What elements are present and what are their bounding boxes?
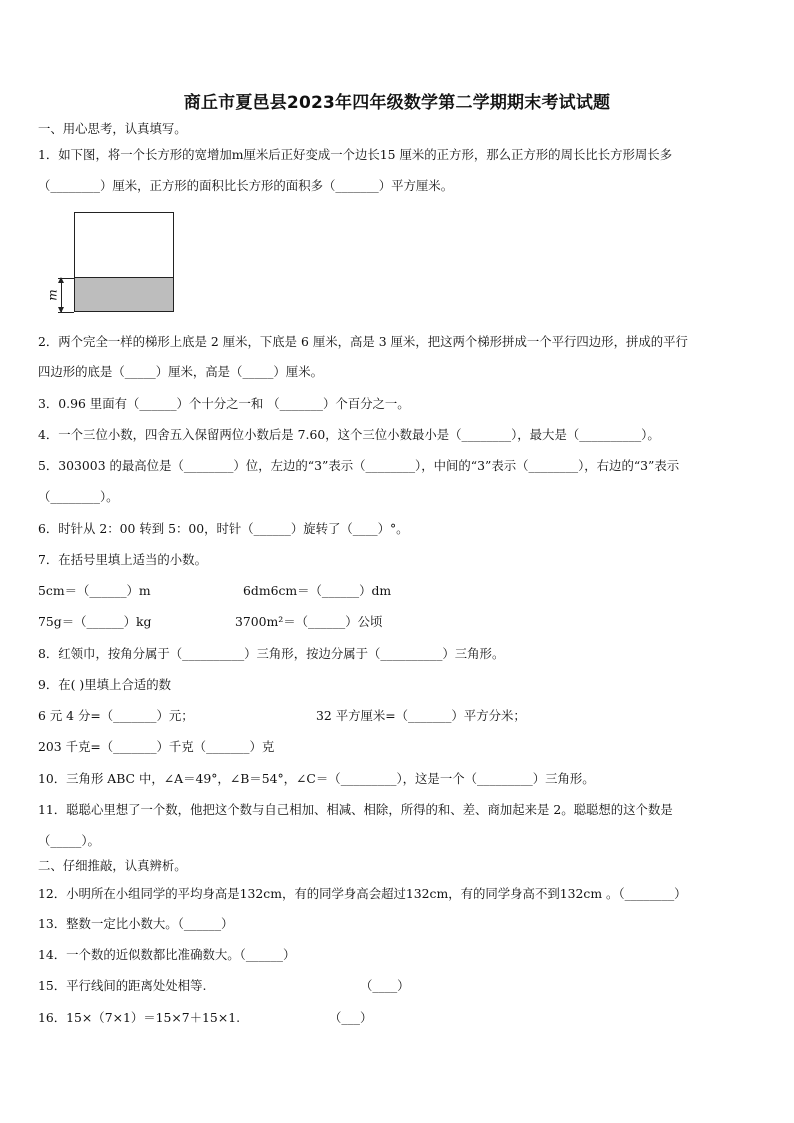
question-11-line-1: 11．聪聪心里想了一个数，他把这个数与自己相加、相减、相除，所得的和、差、商加起来是 2。聪聪想的这个数是 <box>38 802 673 817</box>
question-1-line-1: 1．如下图，将一个长方形的宽增加m厘米后正好变成一个边长15 厘米的正方形，那么正方形的周长比长方形周长多 <box>38 147 673 162</box>
question-9-stem: 9．在( )里填上合适的数 <box>38 677 172 692</box>
question-7-d: 3700m²＝（______）公顷 <box>235 614 383 629</box>
question-1-line-2: （________）厘米，正方形的面积比长方形的面积多（_______）平方厘米。 <box>38 178 454 193</box>
rectangle-figure <box>45 210 178 316</box>
question-5-line-1: 5．303003 的最高位是（________）位，左边的“3”表示（________），中间的“3”表示（________），右边的“3”表示 <box>38 458 680 473</box>
question-13: 13．整数一定比小数大。（______） <box>38 916 234 931</box>
question-4: 4．一个三位小数，四舍五入保留两位小数后是 7.60，这个三位小数最小是（________），最大是（__________）。 <box>38 427 660 442</box>
question-14: 14．一个数的近似数都比准确数大。（______） <box>38 947 296 962</box>
question-8: 8．红领巾，按角分属于（__________）三角形，按边分属于（__________）三角形。 <box>38 646 505 661</box>
question-15-blank: （____） <box>360 978 410 993</box>
figure-label-m: m <box>45 289 60 301</box>
question-7-b: 6dm6cm＝（______）dm <box>243 583 392 598</box>
question-9-b: 32 平方厘米=（_______）平方分米； <box>316 708 526 723</box>
shaded-strip <box>75 277 173 311</box>
question-2-line-2: 四边形的底是（_____）厘米，高是（_____）厘米。 <box>38 364 323 379</box>
question-10: 10．三角形 ABC 中，∠A＝49°，∠B＝54°，∠C＝（_________），这是一个（_________）三角形。 <box>38 771 595 786</box>
question-16: 16．15×（7×1）＝15×7＋15×1. <box>38 1010 241 1025</box>
dimension-arrow <box>61 278 62 312</box>
question-2-line-1: 2．两个完全一样的梯形上底是 2 厘米，下底是 6 厘米，高是 3 厘米，把这两个梯形拼成一个平行四边形，拼成的平行 <box>38 334 688 349</box>
page-title: 商丘市夏邑县2023年四年级数学第二学期期末考试试题 <box>183 93 611 113</box>
section-heading-1: 一、用心思考，认真填写。 <box>38 121 187 136</box>
question-7-c: 75g＝（______）kg <box>38 614 152 629</box>
question-3: 3．0.96 里面有（______）个十分之一和 （_______）个百分之一。 <box>38 396 410 411</box>
question-7-stem: 7．在括号里填上适当的小数。 <box>38 552 207 567</box>
question-5-line-2: （________）。 <box>38 489 119 504</box>
question-6: 6．时针从 2：00 转到 5：00，时针（______）旋转了（____）°。 <box>38 521 409 536</box>
question-9-c: 203 千克=（_______）千克（_______）克 <box>38 739 275 754</box>
question-16-blank: （___） <box>329 1010 373 1025</box>
question-15: 15．平行线间的距离处处相等. <box>38 978 207 993</box>
section-heading-2: 二、仔细推敲，认真辨析。 <box>38 858 187 873</box>
question-11-line-2: （_____）。 <box>38 833 100 848</box>
rectangle-outline <box>74 212 174 312</box>
question-9-a: 6 元 4 分=（_______）元； <box>38 708 194 723</box>
question-12: 12．小明所在小组同学的平均身高是132cm，有的同学身高会超过132cm，有的同学身高不到132cm 。（________） <box>38 886 687 901</box>
question-7-a: 5cm＝（______）m <box>38 583 151 598</box>
